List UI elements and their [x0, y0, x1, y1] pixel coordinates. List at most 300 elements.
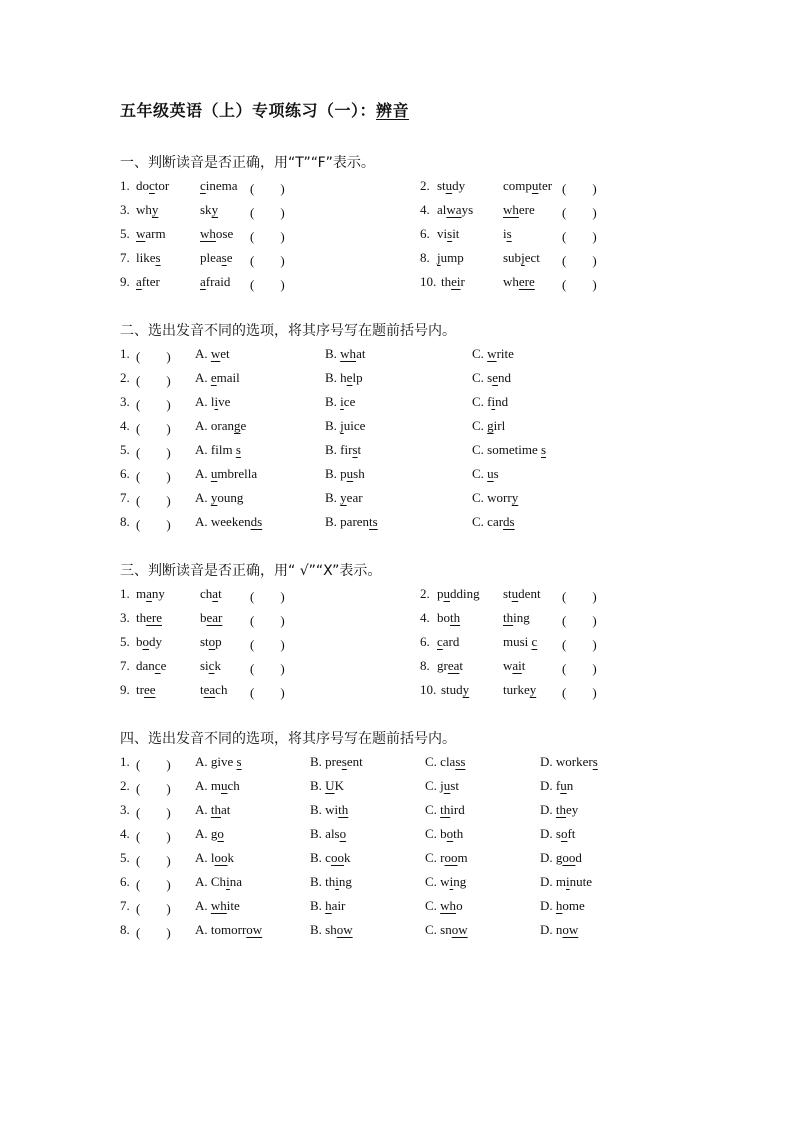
option-c [472, 514, 515, 530]
option-a [195, 442, 241, 458]
word-segment: C. [472, 346, 488, 361]
word-segment: ere [518, 202, 535, 217]
question-row [0, 850, 794, 870]
answer-parentheses: ( ) [136, 853, 171, 868]
option-c [425, 754, 465, 770]
word-segment: A. m [195, 778, 221, 793]
word-segment: b [200, 610, 207, 625]
word-1 [437, 658, 463, 674]
question-row [0, 514, 794, 534]
question-number: 9. [120, 682, 130, 697]
underlined-letters: th [210, 802, 222, 817]
answer-parentheses: ( ) [562, 613, 597, 628]
answer-parentheses: ( ) [136, 469, 171, 484]
word-segment: C. sometime [472, 442, 541, 457]
word-segment: ome [562, 898, 585, 913]
option-d [540, 922, 578, 938]
option-d [540, 898, 585, 914]
answer-parentheses: ( ) [136, 349, 171, 364]
underlined-letters: th [555, 802, 567, 817]
answer-parentheses: ( ) [562, 277, 597, 292]
option-c [425, 802, 465, 818]
word-segment: it [452, 226, 460, 241]
word-segment: fter [141, 274, 160, 289]
word-segment: A. [195, 346, 211, 361]
question-row [0, 490, 794, 510]
question-number: 4. [120, 418, 130, 433]
word-1 [437, 250, 464, 266]
underlined-letters: e [492, 370, 499, 385]
word-segment: st [200, 634, 209, 649]
underlined-letters: y [529, 682, 537, 697]
word-segment: plea [200, 250, 222, 265]
underlined-letters: h [555, 898, 563, 913]
question-number: 2. [120, 370, 130, 385]
word-segment: ard [442, 634, 460, 649]
word-segment: ng [453, 874, 467, 889]
word-segment: e [240, 418, 247, 433]
underlined-letters: ds [250, 514, 263, 529]
question-number: 1. [120, 346, 130, 361]
question-row [0, 346, 794, 366]
word-2 [200, 178, 238, 194]
word-segment: e [226, 250, 233, 265]
question-number: 5. [120, 226, 130, 241]
underlined-letters: ow [336, 922, 353, 937]
word-segment: A. [195, 802, 211, 817]
option-a [195, 466, 257, 482]
underlined-letters: j [340, 418, 344, 433]
option-b [310, 874, 352, 890]
option-a [195, 778, 240, 794]
underlined-letters: s [236, 754, 242, 769]
option-b [310, 922, 353, 938]
word-2 [503, 634, 537, 650]
answer-parentheses: ( ) [562, 205, 597, 220]
section-heading: 一、判断读音是否正确，用“T”“F”表示。 [120, 155, 375, 171]
answer-parentheses: ( ) [136, 397, 171, 412]
word-segment: oung [217, 490, 244, 505]
underlined-letters: w [136, 226, 146, 241]
underlined-letters: i [226, 874, 230, 889]
option-a [195, 850, 234, 866]
word-segment: C. worr [472, 490, 512, 505]
option-b [325, 418, 365, 434]
question-number: 8. [420, 658, 430, 673]
underlined-letters: u [346, 466, 354, 481]
word-segment: tr [136, 682, 144, 697]
option-a [195, 418, 246, 434]
underlined-letters: w [487, 346, 497, 361]
question-number: 8. [420, 250, 430, 265]
word-segment: ng [338, 874, 352, 889]
word-segment: comp [503, 178, 532, 193]
word-segment: al [437, 202, 447, 217]
underlined-letters: o [339, 826, 347, 841]
answer-parentheses: ( ) [250, 229, 285, 244]
word-2 [503, 226, 512, 242]
word-2 [200, 610, 222, 626]
question-number: 5. [120, 442, 130, 457]
option-c [472, 418, 505, 434]
question-number: 6. [420, 634, 430, 649]
word-2 [503, 682, 536, 698]
word-segment: A. g [195, 826, 218, 841]
underlined-letters: c [154, 658, 161, 673]
answer-parentheses: ( ) [250, 637, 285, 652]
word-segment: stud [441, 682, 463, 697]
word-segment: K [334, 778, 344, 793]
word-segment: B. sh [310, 922, 337, 937]
underlined-letters: wh [200, 226, 216, 241]
question-row [0, 394, 794, 414]
underlined-letters: oo [562, 850, 576, 865]
word-1 [136, 658, 166, 674]
underlined-letters: u [445, 178, 453, 193]
word-segment: s [493, 466, 499, 481]
question-row [0, 802, 794, 822]
question-row [0, 226, 794, 246]
underlined-letters: s [341, 754, 347, 769]
word-segment: A. tomorr [195, 922, 247, 937]
word-2 [503, 202, 535, 218]
question-row [0, 682, 794, 702]
answer-parentheses: ( ) [250, 205, 285, 220]
title-underlined: 辨音 [376, 101, 410, 120]
answer-parentheses: ( ) [562, 685, 597, 700]
word-segment: C. r [425, 850, 445, 865]
word-1 [437, 586, 480, 602]
word-segment: ent [346, 754, 363, 769]
option-c [472, 394, 508, 410]
option-c [472, 490, 518, 506]
underlined-letters: s [235, 442, 241, 457]
word-2 [503, 250, 540, 266]
question-number: 5. [120, 850, 130, 865]
option-b [325, 442, 361, 458]
underlined-letters: i [449, 874, 454, 889]
word-2 [503, 586, 541, 602]
word-segment: C. s [472, 370, 493, 385]
word-segment: dy [149, 634, 162, 649]
section-heading: 三、判断读音是否正确，用“ √”“X”表示。 [120, 563, 382, 579]
word-segment: musi [503, 634, 532, 649]
question-row [0, 466, 794, 486]
underlined-letters: o [560, 826, 568, 841]
option-d [540, 826, 575, 842]
word-segment: ve [218, 394, 231, 409]
answer-parentheses: ( ) [136, 445, 171, 460]
underlined-letters: a [136, 274, 142, 289]
underlined-letters: ear [206, 610, 223, 625]
option-b [310, 802, 348, 818]
underlined-letters: wa [446, 202, 462, 217]
title-prefix: 五年级英语（上）专项练习（一）： [120, 101, 377, 120]
word-segment: A. film [195, 442, 236, 457]
word-segment: uice [343, 418, 366, 433]
word-segment: rite [496, 346, 514, 361]
option-b [310, 778, 344, 794]
underlined-letters: o [208, 634, 216, 649]
word-segment: B. als [310, 826, 340, 841]
answer-parentheses: ( ) [136, 925, 171, 940]
option-a [195, 490, 243, 506]
answer-parentheses: ( ) [136, 517, 171, 532]
underlined-letters: ai [512, 658, 522, 673]
word-1 [437, 202, 473, 218]
word-segment: D. s [540, 826, 561, 841]
question-number: 3. [120, 802, 130, 817]
question-row [0, 250, 794, 270]
underlined-letters: u [531, 178, 539, 193]
underlined-letters: i [214, 394, 219, 409]
word-segment: B. [325, 394, 341, 409]
underlined-letters: wh [210, 898, 227, 913]
answer-parentheses: ( ) [136, 421, 171, 436]
word-2 [503, 274, 535, 290]
underlined-letters: w [210, 346, 221, 361]
word-segment: do [136, 178, 149, 193]
word-segment: m [457, 850, 468, 865]
word-2 [503, 610, 530, 626]
underlined-letters: a [200, 274, 206, 289]
word-segment: p [437, 586, 444, 601]
answer-parentheses: ( ) [562, 253, 597, 268]
word-segment: n [566, 778, 574, 793]
word-segment: ump [440, 250, 464, 265]
section-heading: 四、选出发音不同的选项，将其序号写在题前括号内。 [120, 731, 456, 747]
option-c [425, 778, 459, 794]
option-a [195, 370, 240, 386]
question-row [0, 202, 794, 222]
word-segment: A. Ch [195, 874, 227, 889]
word-segment: nd [495, 394, 509, 409]
answer-parentheses: ( ) [136, 805, 171, 820]
word-segment: C. [472, 418, 488, 433]
option-c [472, 346, 514, 362]
answer-parentheses: ( ) [250, 253, 285, 268]
word-segment: C. sn [425, 922, 452, 937]
word-segment: inema [205, 178, 238, 193]
question-row [0, 778, 794, 798]
word-segment: nd [498, 370, 512, 385]
word-segment: ys [461, 202, 474, 217]
underlined-letters: h [325, 898, 332, 913]
underlined-letters: y [151, 202, 159, 217]
word-segment: at [221, 802, 231, 817]
question-number: 4. [420, 610, 430, 625]
word-segment: t [459, 658, 464, 673]
word-1 [136, 610, 162, 626]
option-a [195, 514, 262, 530]
word-segment: ter [538, 178, 553, 193]
question-number: 3. [120, 202, 130, 217]
option-c [472, 442, 546, 458]
underlined-letters: s [540, 442, 547, 457]
word-segment: C. w [425, 874, 450, 889]
word-segment: mail [216, 370, 240, 385]
word-segment: D. g [540, 850, 563, 865]
word-segment: A. [195, 370, 211, 385]
word-segment: gr [437, 658, 448, 673]
word-segment: A. l [195, 850, 215, 865]
underlined-letters: g [487, 418, 494, 433]
question-row [0, 658, 794, 678]
word-segment: C. [472, 466, 488, 481]
underlined-letters: ea [447, 658, 460, 673]
answer-parentheses: ( ) [250, 181, 285, 196]
word-segment: A. l [195, 394, 215, 409]
word-2 [200, 226, 233, 242]
word-segment: like [136, 250, 156, 265]
question-row [0, 274, 794, 294]
word-segment: ch [200, 586, 213, 601]
word-2 [200, 250, 233, 266]
word-segment: i [503, 226, 507, 241]
word-1 [441, 274, 465, 290]
question-number: 6. [420, 226, 430, 241]
question-number: 8. [120, 922, 130, 937]
underlined-letters: y [211, 202, 219, 217]
question-row [0, 178, 794, 198]
word-segment: p [215, 634, 222, 649]
underlined-letters: ee [143, 682, 156, 697]
question-number: 2. [420, 178, 430, 193]
underlined-letters: y [511, 490, 519, 505]
word-1 [437, 634, 459, 650]
word-segment: sub [503, 250, 522, 265]
word-segment: A. [195, 466, 211, 481]
answer-parentheses: ( ) [250, 613, 285, 628]
answer-parentheses: ( ) [250, 277, 285, 292]
word-segment: irl [493, 418, 506, 433]
option-c [472, 370, 511, 386]
word-segment: B. c [310, 850, 331, 865]
question-number: 1. [120, 754, 130, 769]
underlined-letters: ss [455, 754, 466, 769]
option-c [425, 898, 463, 914]
underlined-letters: th [338, 802, 349, 817]
underlined-letters: y [340, 490, 347, 505]
answer-parentheses: ( ) [562, 637, 597, 652]
word-segment: A. weeken [195, 514, 251, 529]
word-1 [136, 250, 161, 266]
word-segment: B. fir [325, 442, 353, 457]
word-segment: ing [513, 610, 530, 625]
word-segment: ce [343, 394, 356, 409]
answer-parentheses: ( ) [136, 373, 171, 388]
word-segment: st [503, 586, 512, 601]
underlined-letters: ere [146, 610, 162, 625]
underlined-letters: ts [369, 514, 378, 529]
word-segment: ft [567, 826, 576, 841]
underlined-letters: i [340, 394, 344, 409]
option-b [310, 898, 345, 914]
word-1 [136, 586, 165, 602]
underlined-letters: ds [503, 514, 515, 529]
question-number: 4. [120, 826, 130, 841]
word-segment: nute [569, 874, 593, 889]
word-segment: ch [227, 778, 240, 793]
answer-parentheses: ( ) [562, 661, 597, 676]
section-heading: 二、选出发音不同的选项，将其序号写在题前括号内。 [120, 323, 456, 339]
question-number: 9. [120, 274, 130, 289]
option-c [425, 874, 466, 890]
word-segment: ird [450, 802, 465, 817]
question-row [0, 418, 794, 438]
answer-parentheses: ( ) [250, 661, 285, 676]
underlined-letters: ea [203, 682, 216, 697]
word-2 [200, 634, 222, 650]
underlined-letters: e [346, 370, 353, 385]
word-segment: mbrella [217, 466, 258, 481]
underlined-letters: a [212, 586, 219, 601]
question-number: 7. [120, 490, 130, 505]
underlined-letters: wh [440, 898, 457, 913]
word-segment: B. [310, 898, 326, 913]
question-row [0, 610, 794, 630]
word-segment: t [357, 442, 362, 457]
option-b [310, 850, 350, 866]
word-segment: fraid [205, 274, 231, 289]
word-segment: D. [540, 898, 556, 913]
word-1 [437, 178, 465, 194]
word-1 [136, 274, 160, 290]
word-segment: B. wi [310, 802, 339, 817]
answer-parentheses: ( ) [136, 781, 171, 796]
option-b [325, 466, 365, 482]
option-a [195, 802, 230, 818]
word-segment: B. [325, 418, 341, 433]
underlined-letters: oo [214, 850, 228, 865]
option-a [195, 754, 242, 770]
question-row [0, 826, 794, 846]
word-1 [441, 682, 469, 698]
underlined-letters: u [210, 466, 218, 481]
word-2 [200, 682, 227, 698]
question-number: 7. [120, 658, 130, 673]
question-row [0, 442, 794, 462]
answer-parentheses: ( ) [562, 589, 597, 604]
option-a [195, 874, 242, 890]
word-segment: A. oran [195, 418, 234, 433]
option-a [195, 898, 240, 914]
underlined-letters: o [217, 826, 224, 841]
question-number: 10. [420, 274, 437, 289]
word-segment: dding [450, 586, 480, 601]
word-segment: o [456, 898, 463, 913]
word-2 [503, 658, 525, 674]
underlined-letters: oo [330, 850, 344, 865]
underlined-letters: i [491, 394, 496, 409]
option-c [425, 850, 468, 866]
word-segment: B. [325, 346, 341, 361]
word-segment: C. b [425, 826, 447, 841]
question-row [0, 898, 794, 918]
word-segment: air [331, 898, 346, 913]
word-1 [437, 610, 460, 626]
underlined-letters: u [443, 586, 450, 601]
option-a [195, 922, 262, 938]
word-segment: bo [437, 610, 450, 625]
underlined-letters: i [335, 874, 339, 889]
underlined-letters: th [503, 610, 514, 625]
word-segment: A. [195, 490, 211, 505]
word-2 [200, 658, 221, 674]
underlined-letters: s [155, 250, 161, 265]
underlined-letters: o [142, 634, 149, 649]
word-1 [136, 226, 166, 242]
